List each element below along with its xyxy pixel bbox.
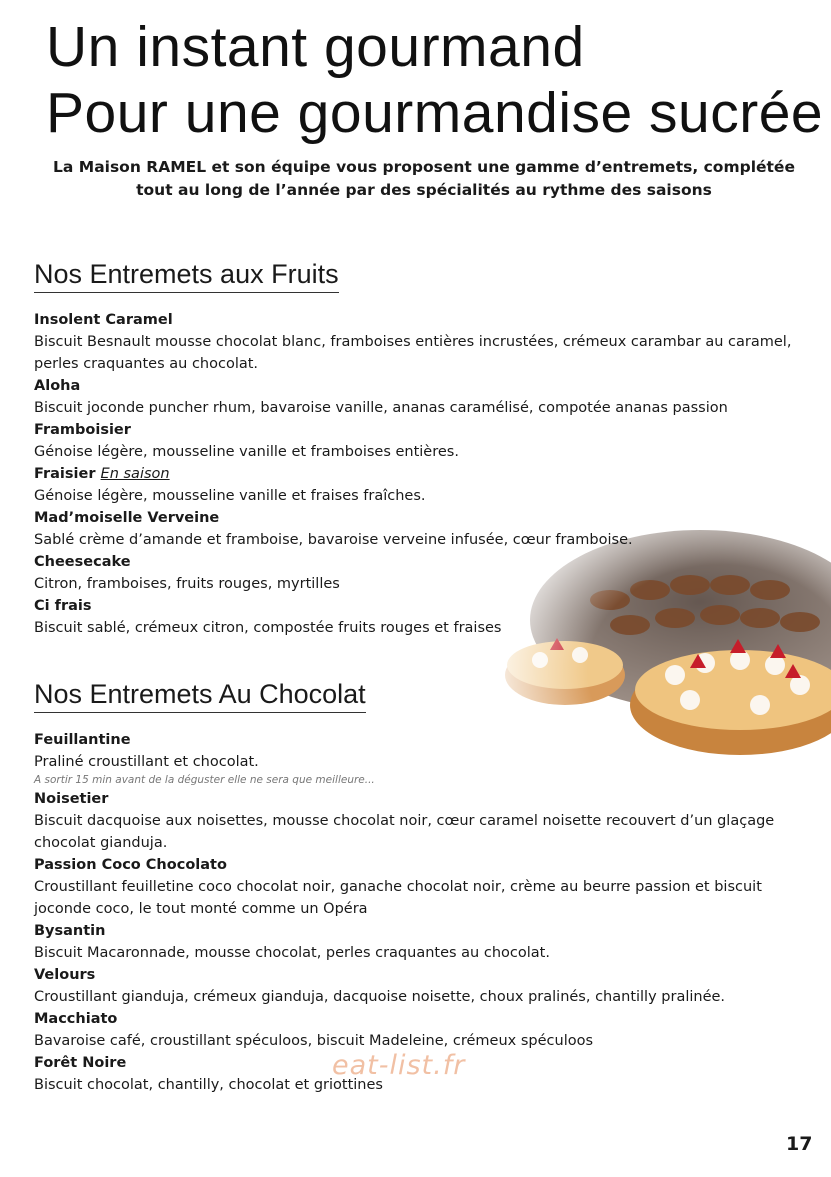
section-heading-fruits: Nos Entremets aux Fruits (34, 258, 339, 293)
item-name: Bysantin (34, 923, 106, 939)
item-description: Biscuit sablé, crémeux citron, compostée fruits rouges et fraises (34, 620, 502, 636)
item-description: Sablé crème d’amande et framboise, bavaroise verveine infusée, cœur framboise. (34, 532, 633, 548)
fruits-list (34, 309, 804, 639)
item-name: Passion Coco Chocolato (34, 857, 227, 873)
item-name-row (34, 463, 804, 485)
page-title-line-2: Pour une gourmandise sucrée (46, 81, 824, 145)
item-name: Noisetier (34, 791, 109, 807)
item-name: Cheesecake (34, 554, 131, 570)
item-name: Mad’moiselle Verveine (34, 510, 220, 526)
item-name: Velours (34, 967, 96, 983)
item-description: Biscuit joconde puncher rhum, bavaroise vanille, ananas caramélisé, compotée ananas passion (34, 400, 728, 416)
item-name: Feuillantine (34, 732, 131, 748)
page-title-line-1: Un instant gourmand (46, 15, 585, 79)
item-note: A sortir 15 min avant de la déguster elle ne sera que meilleure... (34, 774, 375, 786)
item-description: Croustillant feuilletine coco chocolat noir, ganache chocolat noir, crème au beurre passion et biscuit joconde coco, le tout monté comme un Opéra (34, 879, 762, 917)
item-name: Fraisier (34, 466, 96, 482)
list-item (34, 854, 804, 920)
list-item (34, 920, 804, 964)
item-description: Biscuit Macaronnade, mousse chocolat, perles craquantes au chocolat. (34, 945, 550, 961)
item-name: Insolent Caramel (34, 312, 173, 328)
list-item (34, 375, 804, 419)
item-description: Bavaroise café, croustillant spéculoos, biscuit Madeleine, crémeux spéculoos (34, 1033, 594, 1049)
item-name: Forêt Noire (34, 1055, 127, 1071)
item-description: Citron, framboises, fruits rouges, myrtilles (34, 576, 340, 592)
item-description: Praliné croustillant et chocolat. (34, 754, 259, 770)
list-item (34, 595, 804, 639)
list-item (34, 964, 804, 1008)
list-item (34, 507, 804, 551)
list-item (34, 551, 804, 595)
list-item (34, 788, 804, 854)
list-item (34, 729, 804, 788)
title-block (46, 14, 823, 146)
season-tag: En saison (100, 466, 170, 482)
item-name: Macchiato (34, 1011, 118, 1027)
section-heading-chocolat: Nos Entremets Au Chocolat (34, 678, 366, 713)
list-item (34, 463, 804, 507)
item-description: Biscuit Besnault mousse chocolat blanc, framboises entières incrustées, crémeux carambar au caramel, perles craquantes au chocolat. (34, 334, 792, 372)
list-item (34, 309, 804, 375)
list-item (34, 1008, 804, 1052)
intro-text: La Maison RAMEL et son équipe vous proposent une gamme d’entremets, complétée tout au long de l’année par des spécialités au rythme des saisons (53, 158, 795, 199)
item-name: Aloha (34, 378, 81, 394)
item-description: Biscuit chocolat, chantilly, chocolat et griottines (34, 1077, 383, 1093)
watermark: eat-list.fr (332, 1050, 466, 1081)
item-description: Génoise légère, mousseline vanille et framboises entières. (34, 444, 459, 460)
item-name: Ci frais (34, 598, 92, 614)
item-description: Génoise légère, mousseline vanille et fraises fraîches. (34, 488, 426, 504)
chocolat-list (34, 729, 804, 1096)
list-item (34, 419, 804, 463)
page-number: 17 (786, 1133, 813, 1155)
item-description: Croustillant gianduja, crémeux gianduja, dacquoise noisette, choux pralinés, chantilly pralinée. (34, 989, 726, 1005)
item-name: Framboisier (34, 422, 131, 438)
item-description: Biscuit dacquoise aux noisettes, mousse chocolat noir, cœur caramel noisette recouvert d’un glaçage chocolat gianduja. (34, 813, 775, 851)
